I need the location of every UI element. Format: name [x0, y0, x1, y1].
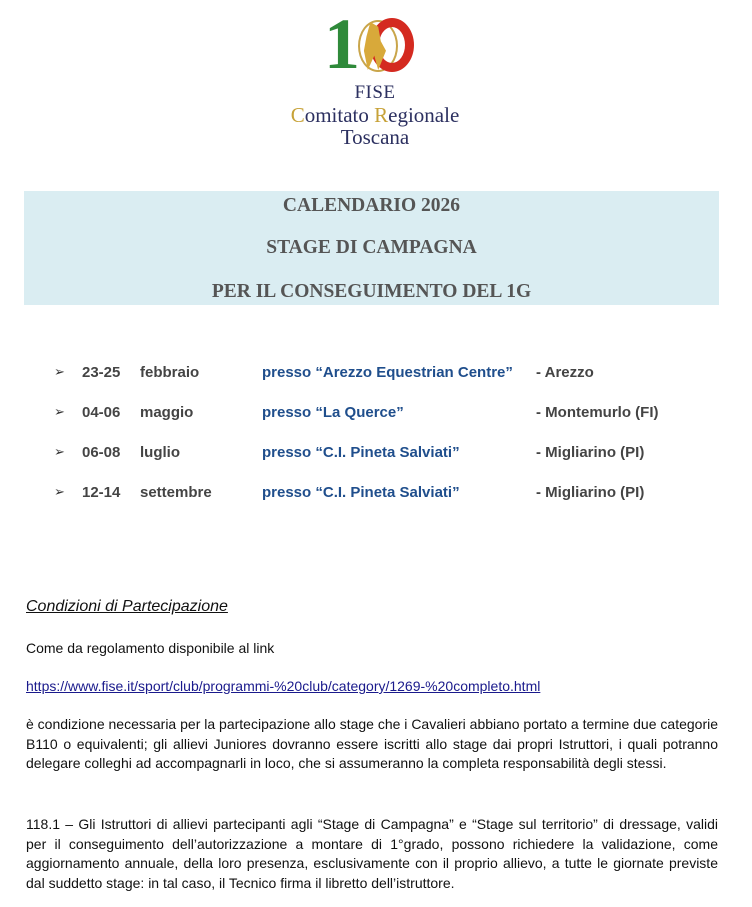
arrow-bullet-icon: ➢ — [54, 404, 65, 419]
logo-initial-c: C — [290, 103, 305, 127]
schedule-month: maggio — [140, 404, 194, 421]
schedule-item — [54, 444, 734, 484]
centenary-emblem — [320, 4, 430, 84]
banner-line-2: STAGE DI CAMPAGNA — [266, 237, 477, 258]
logo-digit-one: 1 — [324, 4, 360, 84]
schedule-venue: presso “Arezzo Equestrian Centre” — [262, 364, 513, 381]
title-banner — [24, 191, 719, 305]
schedule-month: luglio — [140, 444, 180, 461]
arrow-bullet-icon: ➢ — [54, 444, 65, 459]
schedule-city: - Montemurlo (FI) — [536, 404, 659, 421]
conditions-intro: Come da regolamento disponibile al link — [26, 640, 275, 656]
banner-line-3: PER IL CONSEGUIMENTO DEL 1G — [211, 281, 532, 302]
logo-text-egionale: egionale — [388, 103, 460, 127]
logo-region-line: Toscana — [340, 125, 410, 149]
logo-committee-line — [270, 104, 480, 126]
conditions-paragraph-2: 118.1 – Gli Istruttori di allievi partecipanti agli “Stage di Campagna” e “Stage sul territorio” di dressage, validi per il conseguimento dell’autorizzazione a montare di 1°grado, possono richiedere la validazione, come aggiornamento annuale, della loro presenza, esclusivamente con il proprio allievo, a tutte le giornate previste dal suddetto stage: in tal caso, il Tecnico firma il libretto dell’istruttore. — [26, 816, 718, 891]
logo-org-name: FISE — [354, 82, 396, 103]
stage-schedule-list — [54, 364, 734, 524]
logo-initial-r: R — [374, 103, 389, 127]
schedule-dates: 06-08 — [82, 444, 121, 461]
schedule-item — [54, 364, 734, 404]
schedule-venue: presso “La Querce” — [262, 404, 404, 421]
logo-text-omitato: omitato — [304, 103, 375, 127]
schedule-month: febbraio — [140, 364, 200, 381]
schedule-item — [54, 404, 734, 444]
conditions-paragraph-1: è condizione necessaria per la partecipazione allo stage che i Cavalieri abbiano portato a termine due categorie B110 o equivalenti; gli allievi Juniores dovranno essere iscritti allo stage dai propri Istruttori, i quali potranno delegare colleghi ad accompagnarli in loco, che si assumeranno la completa responsabilità degli stessi. — [26, 716, 718, 771]
regulation-link[interactable]: https://www.fise.it/sport/club/programmi-%20club/category/1269-%20completo.html — [26, 678, 541, 694]
arrow-bullet-icon: ➢ — [54, 484, 65, 499]
schedule-venue: presso “C.I. Pineta Salviati” — [262, 444, 460, 461]
schedule-venue: presso “C.I. Pineta Salviati” — [262, 484, 460, 501]
schedule-dates: 04-06 — [82, 404, 121, 421]
schedule-city: - Arezzo — [536, 364, 594, 381]
schedule-dates: 23-25 — [82, 364, 121, 381]
schedule-dates: 12-14 — [82, 484, 121, 501]
schedule-item — [54, 484, 734, 524]
arrow-bullet-icon: ➢ — [54, 364, 65, 379]
schedule-month: settembre — [140, 484, 212, 501]
banner-line-1: CALENDARIO 2026 — [282, 195, 461, 216]
schedule-city: - Migliarino (PI) — [536, 484, 645, 501]
schedule-city: - Migliarino (PI) — [536, 444, 645, 461]
conditions-heading: Condizioni di Partecipazione — [26, 598, 228, 615]
fise-logo — [270, 4, 480, 149]
